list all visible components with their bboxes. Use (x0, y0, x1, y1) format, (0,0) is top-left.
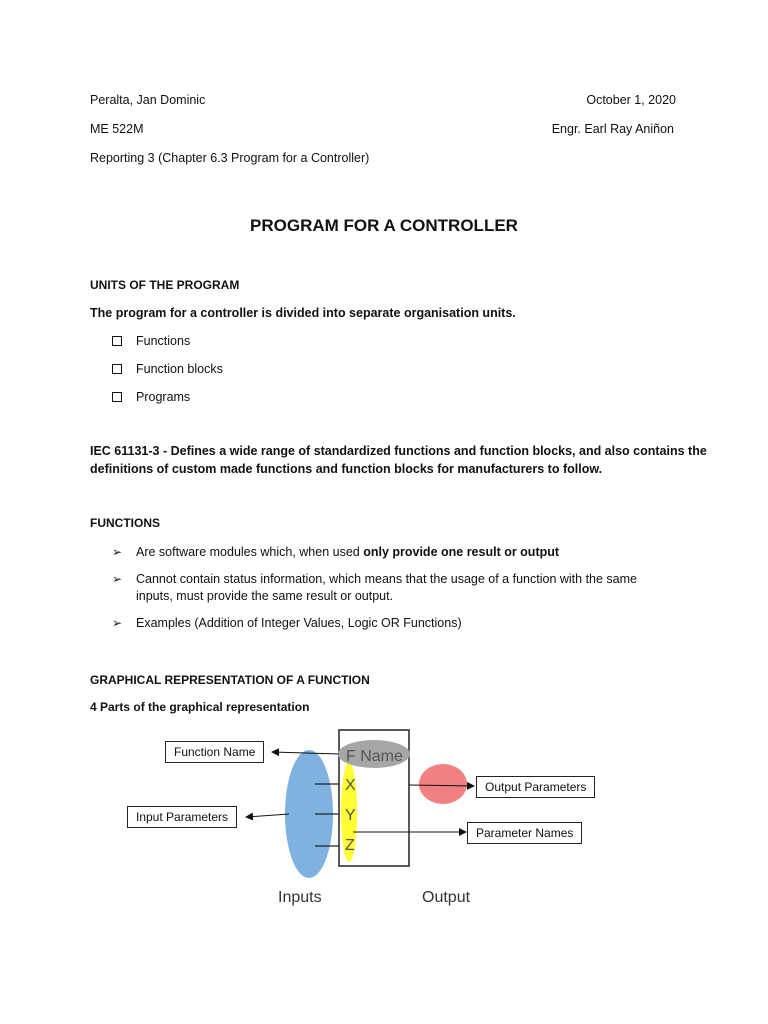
block-name: F Name (346, 748, 403, 765)
list-item: Functions (112, 333, 223, 361)
arrow-bullet-icon: ➢ (112, 616, 123, 630)
list-item: ➢ Are software modules which, when used only provide one result or output (112, 545, 560, 559)
arrow-bullet-icon: ➢ (112, 572, 123, 586)
units-list (112, 333, 223, 417)
graphical-subheading: 4 Parts of the graphical representation (90, 700, 310, 714)
functions-list (112, 544, 672, 642)
instructor-name: Engr. Earl Ray Aniñon (551, 122, 674, 136)
graphical-heading: GRAPHICAL REPRESENTATION OF A FUNCTION (90, 673, 370, 687)
list-item: ➢ Cannot contain status information, which means that the usage of a function with the same inputs, must provide the same result or output. (112, 572, 637, 603)
param-z: Z (345, 837, 355, 854)
report-subject: Reporting 3 (Chapter 6.3 Program for a Controller) (90, 151, 370, 165)
inputs-caption: Inputs (278, 889, 322, 906)
arrow-bullet-icon: ➢ (112, 545, 123, 559)
course-code: ME 522M (90, 122, 144, 136)
document-title: PROGRAM FOR A CONTROLLER (250, 216, 518, 235)
function-diagram (0, 720, 768, 920)
list-item: ➢ Examples (Addition of Integer Values, Logic OR Functions) (112, 616, 462, 630)
output-parameters-label: Output Parameters (476, 776, 595, 798)
functions-heading: FUNCTIONS (90, 516, 160, 530)
units-intro: The program for a controller is divided into separate organisation units. (90, 306, 516, 320)
author-name: Peralta, Jan Dominic (90, 93, 206, 107)
list-item: Programs (112, 389, 223, 417)
output-ellipse (419, 764, 467, 804)
param-y: Y (345, 807, 356, 824)
function-name-label: Function Name (165, 741, 264, 763)
input-parameters-label: Input Parameters (127, 806, 237, 828)
checkbox-bullet-icon (112, 364, 122, 374)
param-x: X (345, 777, 356, 794)
checkbox-bullet-icon (112, 392, 122, 402)
units-heading: UNITS OF THE PROGRAM (90, 278, 240, 292)
output-caption: Output (422, 889, 471, 906)
report-date: October 1, 2020 (586, 93, 676, 107)
arrow-input-parameters (246, 814, 289, 817)
parameter-names-label: Parameter Names (467, 822, 582, 844)
checkbox-bullet-icon (112, 336, 122, 346)
function-diagram-svg (0, 720, 768, 920)
iec-paragraph: IEC 61131-3 - Defines a wide range of standardized functions and function blocks, and also contains the definitions of custom made functions and function blocks for manufacturers to follow. (90, 444, 707, 476)
list-item: Function blocks (112, 361, 223, 389)
